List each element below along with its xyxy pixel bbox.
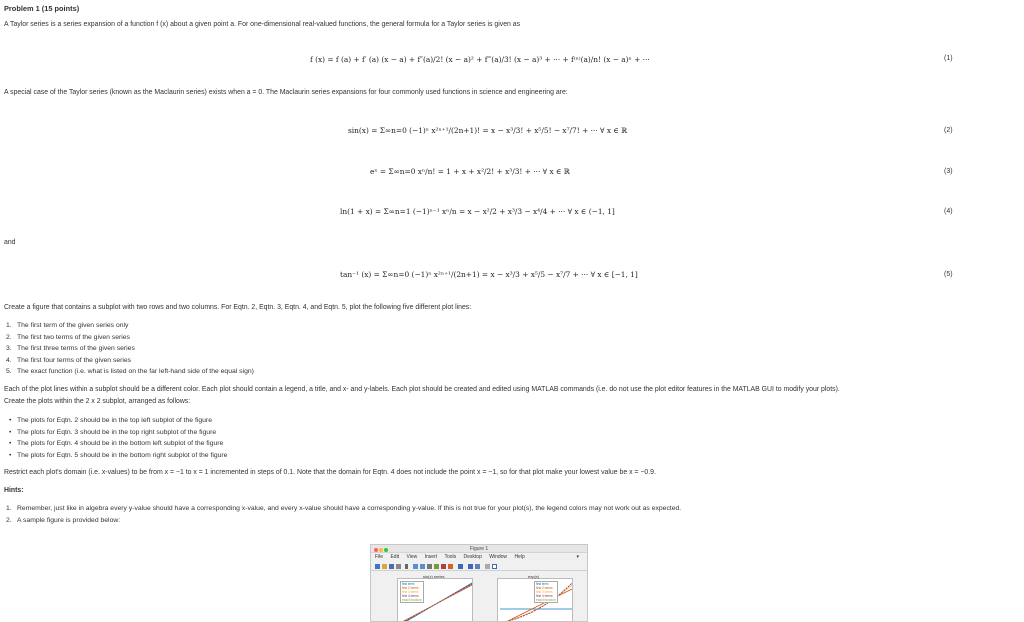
and-text: and — [4, 239, 16, 246]
list-item: 5. The exact function (i.e. what is listed on the far left-hand side of the equal sign) — [6, 368, 254, 376]
menu-window[interactable]: Window — [489, 554, 508, 560]
right-subplot-legend: first term first 2 terms first 3 terms first 4 terms exact function — [536, 582, 556, 602]
sample-figure-window — [370, 544, 588, 622]
arrangement-intro: Create the plots within the 2 x 2 subplot, arranged as follows: — [4, 398, 191, 405]
figure-toolbar — [371, 562, 587, 571]
brush-icon[interactable] — [448, 564, 453, 569]
menu-dropdown-icon[interactable]: ▾ — [576, 554, 579, 560]
close-window-icon[interactable] — [374, 548, 378, 552]
list-item: • The plots for Eqtn. 5 should be in the bottom right subplot of the figure — [9, 451, 228, 459]
equation-1-number: (1) — [944, 55, 953, 62]
left-subplot-legend: first term first 2 terms first 3 terms first 4 terms exact function — [402, 582, 422, 602]
problem-title: Problem 1 (15 points) — [4, 4, 80, 13]
new-figure-icon[interactable] — [375, 564, 380, 569]
menu-desktop[interactable]: Desktop — [463, 554, 482, 560]
edit-plot-icon[interactable] — [405, 564, 408, 569]
equation-3: eˣ = Σ∞n=0 xⁿ/n! = 1 + x + x²/2! + x³/3! + ··· ∀ x ∈ ℝ — [370, 167, 570, 176]
hints-list — [6, 503, 681, 526]
minimize-window-icon[interactable] — [379, 548, 383, 552]
equation-5-number: (5) — [944, 271, 953, 278]
legend-icon[interactable] — [475, 564, 480, 569]
right-subplot-axes — [497, 574, 573, 622]
equation-4: ln(1 + x) = Σ∞n=1 (−1)ⁿ⁻¹ xⁿ/n = x − x²/2 + x³/3 − x⁴/4 + ··· ∀ x ∈ (−1, 1] — [340, 207, 615, 216]
list-item: 2. The first two terms of the given series — [6, 333, 130, 341]
domain-paragraph: Restrict each plot's domain (i.e. x-values) to be from x = −1 to x = 1 incremented in steps of 0.1. Note that the domain for Eqtn. 4 does not include the point x = −1, so for that plot make your lowest value be x = −0.9. — [4, 469, 656, 476]
arrangement-list — [6, 415, 227, 461]
colorbar-icon[interactable] — [468, 564, 473, 569]
save-icon[interactable] — [389, 564, 394, 569]
menu-help[interactable]: Help — [514, 554, 525, 560]
zoom-out-icon[interactable] — [420, 564, 425, 569]
left-subplot-axes — [397, 574, 473, 622]
data-cursor-icon[interactable] — [441, 564, 446, 569]
equation-1: f (x) = f (a) + f′ (a) (x − a) + f″(a)/2! (x − a)² + f‴(a)/3! (x − a)³ + ··· + f⁽ⁿ⁾(a)/n! (x − a)ⁿ + ··· — [310, 55, 650, 64]
left-subplot-title: sin(x) series — [423, 574, 445, 579]
hide-tools-icon[interactable] — [485, 564, 490, 569]
intro-paragraph: A Taylor series is a series expansion of a function f (x) about a given point a. For one-dimensional real-valued functions, the general formula for a Taylor series is given as — [4, 21, 521, 28]
menu-edit[interactable]: Edit — [390, 554, 400, 560]
equation-4-number: (4) — [944, 208, 953, 215]
menu-tools[interactable]: Tools — [444, 554, 457, 560]
list-item: 1. The first term of the given series only — [6, 322, 129, 329]
create-figure-paragraph: Create a figure that contains a subplot with two rows and two columns. For Eqtn. 2, Eqtn. 3, Eqtn. 4, and Eqtn. 5, plot the following five different plot lines: — [4, 304, 472, 311]
equation-2: sin(x) = Σ∞n=0 (−1)ⁿ x²ⁿ⁺¹/(2n+1)! = x − x³/3! + x⁵/5! − x⁷/7! + ··· ∀ x ∈ ℝ — [348, 126, 628, 135]
link-plot-icon[interactable] — [458, 564, 463, 569]
color-paragraph: Each of the plot lines within a subplot should be a different color. Each plot should contain a legend, a title, and x- and y-labels. Each plot should be created and edited using MATLAB commands (i.e. do not use the plot editor features in the MATLAB GUI to modify your plots). — [4, 386, 840, 393]
figure-menu-bar — [371, 553, 587, 562]
equation-2-number: (2) — [944, 127, 953, 134]
rotate-icon[interactable] — [434, 564, 439, 569]
figure-title-bar: Figure 1 — [371, 545, 587, 553]
plot-lines-list — [6, 320, 254, 378]
open-file-icon[interactable] — [382, 564, 387, 569]
list-item: 3. The first three terms of the given series — [6, 345, 135, 353]
equation-5: tan⁻¹ (x) = Σ∞n=0 (−1)ⁿ x²ⁿ⁺¹/(2n+1) = x − x³/3 + x⁵/5 − x⁷/7 + ··· ∀ x ∈ [−1, 1] — [340, 270, 638, 279]
print-icon[interactable] — [396, 564, 401, 569]
list-item: 1. Remember, just like in algebra every y-value should have a corresponding x-value, and every x-value should have a corresponding y-value. If this is not true for your plot(s), the legend colors may not work out as expected. — [6, 505, 682, 512]
list-item: • The plots for Eqtn. 3 should be in the top right subplot of the figure — [9, 428, 217, 436]
hints-heading: Hints: — [4, 487, 24, 494]
maclaurin-paragraph: A special case of the Taylor series (known as the Maclaurin series) exists when a = 0. The Maclaurin series expansions for four commonly used functions in science and engineering are: — [4, 89, 568, 96]
maximize-window-icon[interactable] — [384, 548, 388, 552]
right-subplot-title: exp(x) — [528, 574, 540, 579]
menu-view[interactable]: View — [406, 554, 418, 560]
list-item: 4. The first four terms of the given series — [6, 356, 132, 364]
pan-icon[interactable] — [427, 564, 432, 569]
list-item: 2. A sample figure is provided below: — [6, 516, 121, 524]
zoom-in-icon[interactable] — [413, 564, 418, 569]
list-item: • The plots for Eqtn. 2 should be in the top left subplot of the figure — [9, 417, 212, 424]
equation-3-number: (3) — [944, 168, 953, 175]
menu-insert[interactable]: Insert — [424, 554, 438, 560]
list-item: • The plots for Eqtn. 4 should be in the bottom left subplot of the figure — [9, 440, 224, 448]
dock-icon[interactable] — [492, 564, 497, 569]
menu-file[interactable]: File — [375, 554, 384, 560]
